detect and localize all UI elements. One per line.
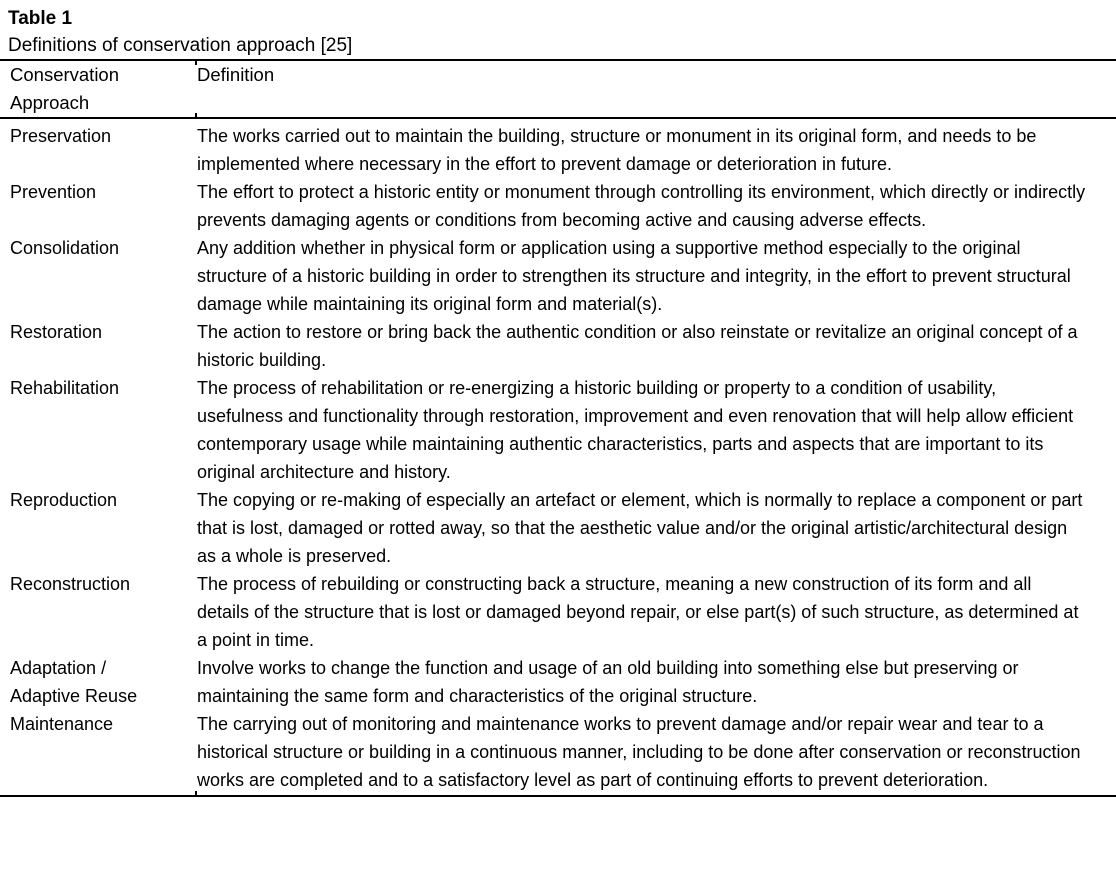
header-row: [0, 61, 1116, 117]
column-divider-tick: [195, 113, 197, 117]
approach-term: Restoration: [10, 322, 103, 342]
table-caption: Definitions of conservation approach [25]: [8, 35, 353, 56]
approach-definition: The carrying out of monitoring and maintenance works to prevent damage and/or repair wear and tear to a historical structure or building in a continuous manner, including to be done after conservation or reconstruction works are completed and to a satisfactory level as part of continuing efforts to prevent deterioration.: [197, 714, 1081, 790]
approach-term: Reproduction: [10, 490, 118, 510]
table-row-adaptation: [0, 654, 1116, 710]
table-row-reproduction: [0, 486, 1116, 570]
table-caption-block: [0, 5, 1116, 59]
approach-term: Maintenance: [10, 714, 114, 734]
approach-term: Prevention: [10, 182, 97, 202]
table-row-consolidation: [0, 234, 1116, 318]
table-row-preservation: [0, 122, 1116, 178]
table-row-prevention: [0, 178, 1116, 234]
approach-term: Adaptation / Adaptive Reuse: [10, 658, 138, 706]
approach-definition: The copying or re-making of especially an artefact or element, which is normally to replace a component or part that is lost, damaged or rotted away, so that the aesthetic value and/or the original artistic/architectural design as a whole is preserved.: [197, 490, 1083, 566]
table-bottom-rule: [0, 795, 1116, 797]
approach-term: Consolidation: [10, 238, 120, 258]
table-header-rule: [0, 117, 1116, 119]
column-divider-tick: [195, 791, 197, 795]
approach-term: Rehabilitation: [10, 378, 120, 398]
approach-term: Reconstruction: [10, 574, 131, 594]
table-body: [0, 119, 1116, 795]
table-top-rule: [0, 59, 1116, 61]
table-row-rehabilitation: [0, 374, 1116, 486]
table-row-restoration: [0, 318, 1116, 374]
approach-definition: The works carried out to maintain the building, structure or monument in its original form, and needs to be implemented where necessary in the effort to prevent damage or deterioration in future.: [197, 126, 1037, 174]
table-label: Table 1: [8, 8, 73, 29]
approach-definition: The process of rehabilitation or re-energizing a historic building or property to a condition of usability, usefulness and functionality through restoration, improvement and even renovation that will help allow efficient contemporary usage while maintaining authentic characteristics, parts and aspects that are important to its original architecture and history.: [197, 378, 1074, 482]
column-header-definition: Definition: [197, 64, 275, 85]
column-divider-tick: [195, 61, 197, 65]
approach-term: Preservation: [10, 126, 112, 146]
approach-definition: The action to restore or bring back the authentic condition or also reinstate or revitalize an original concept of a historic building.: [197, 322, 1078, 370]
approach-definition: Involve works to change the function and usage of an old building into something else but preserving or maintaining the same form and characteristics of the original structure.: [197, 658, 1019, 706]
table-row-reconstruction: [0, 570, 1116, 654]
approach-definition: The process of rebuilding or constructing back a structure, meaning a new construction of its form and all details of the structure that is lost or damaged beyond repair, or else part(s) of such structure, as determined at a point in time.: [197, 574, 1079, 650]
table-header-row: [0, 61, 1116, 117]
approach-definition: The effort to protect a historic entity or monument through controlling its environment, which directly or indirectly prevents damaging agents or conditions from becoming active and causing adverse effects.: [197, 182, 1086, 230]
approach-definition: Any addition whether in physical form or application using a supportive method especially to the original structure of a historic building in order to strengthen its structure and integrity, in the effort to prevent structural damage while maintaining its original form and material(s).: [197, 238, 1071, 314]
table-row-maintenance: [0, 710, 1116, 794]
column-header-approach: Conservation Approach: [10, 64, 120, 113]
